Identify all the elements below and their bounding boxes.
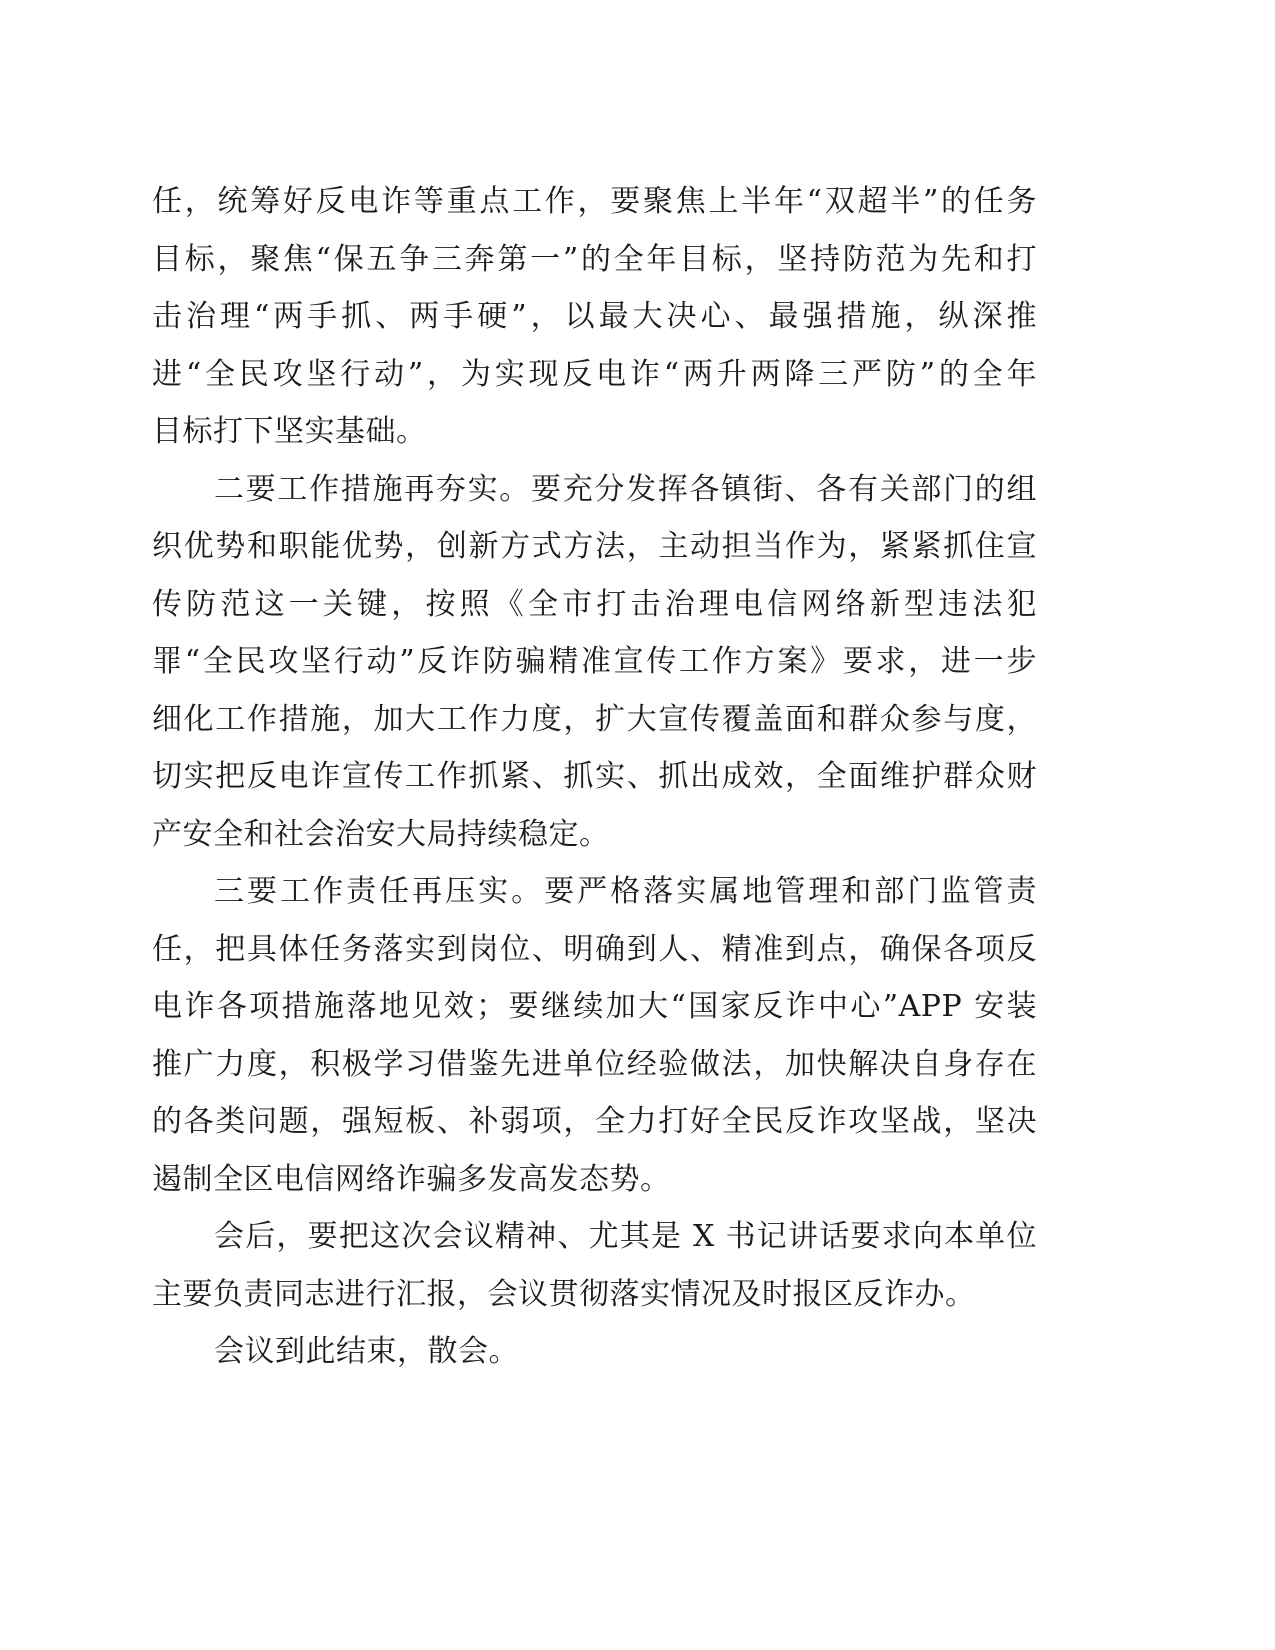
text-line: 织优势和职能优势，创新方式方法，主动担当作为，紧紧抓住宣	[152, 529, 1037, 564]
text-line: 击治理“两手抓、两手硬”，以最大决心、最强措施，纵深推	[152, 299, 1037, 334]
text-line: 进“全民攻坚行动”，为实现反电诈“两升两降三严防”的全年	[152, 356, 1037, 392]
text-line: 推广力度，积极学习借鉴先进单位经验做法，加快解决自身存在	[152, 1046, 1037, 1082]
text-line: 任，把具体任务落实到岗位、明确到人、精准到点，确保各项反	[152, 931, 1037, 967]
text-line: 目标，聚焦“保五争三奔第一”的全年目标，坚持防范为先和打	[152, 241, 1037, 277]
text-line: 目标打下坚实基础。	[152, 414, 427, 449]
text-line: 切实把反电诈宣传工作抓紧、抓实、抓出成效，全面维护群众财	[152, 759, 1037, 794]
document-body	[152, 173, 1037, 1381]
paragraph-start-line: 三要工作责任再压实。要严格落实属地管理和部门监管责	[214, 874, 1037, 909]
text-line: 罪“全民攻坚行动”反诈防骗精准宣传工作方案》要求，进一步	[152, 644, 1037, 679]
text-line: 的各类问题，强短板、补弱项，全力打好全民反诈攻坚战，坚决	[152, 1104, 1037, 1139]
text-line: 任，统筹好反电诈等重点工作，要聚焦上半年“双超半”的任务	[152, 184, 1037, 219]
text-line: 电诈各项措施落地见效；要继续加大“国家反诈中心”APP 安装	[152, 989, 1037, 1024]
paragraph-start-line: 会议到此结束，散会。	[214, 1334, 519, 1369]
paragraph-start-line: 会后，要把这次会议精神、尤其是 X 书记讲话要求向本单位	[214, 1219, 1037, 1254]
text-line: 传防范这一关键，按照《全市打击治理电信网络新型违法犯	[152, 586, 1037, 622]
text-line: 遏制全区电信网络诈骗多发高发态势。	[152, 1161, 671, 1197]
paragraph-start-line: 二要工作措施再夯实。要充分发挥各镇街、各有关部门的组	[214, 471, 1037, 507]
text-line: 主要负责同志进行汇报，会议贯彻落实情况及时报区反诈办。	[152, 1276, 976, 1312]
text-line: 产安全和社会治安大局持续稳定。	[152, 816, 610, 852]
text-line: 细化工作措施，加大工作力度，扩大宣传覆盖面和群众参与度，	[152, 701, 1037, 737]
